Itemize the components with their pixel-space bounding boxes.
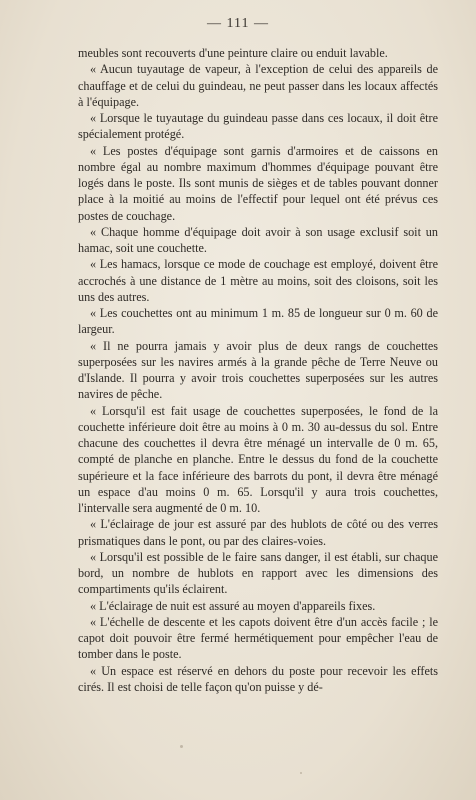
- paragraph-6: « Les hamacs, lorsque ce mode de couchage est employé, doivent être accrochés à une distance de 1 mètre au moins, soit des cloisons, soit les uns des autres.: [78, 257, 438, 304]
- paragraph-2: « Aucun tuyautage de vapeur, à l'exception de celui des appareils de chauffage et de celui du guindeau, ne peut passer dans les locaux affectés à l'équipage.: [78, 62, 438, 109]
- paragraph-8: « Il ne pourra jamais y avoir plus de deux rangs de couchettes superposées sur les navires armés à la grande pêche de Terre Neuve ou d'Islande. Il pourra y avoir trois couchettes superposées sur les autres navires de pêche.: [78, 338, 438, 402]
- paragraph-3: « Lorsque le tuyautage du guindeau passe dans ces locaux, il doit être spécialement protégé.: [78, 111, 438, 142]
- paragraph-9: « Lorsqu'il est fait usage de couchettes superposées, le fond de la couchette inférieure doit être au moins à 0 m. 30 au-dessus du sol. Entre chacune des couchettes il devra être ménagé un intervalle de 0 m. 65, compté de planche en planche. Entre le dessus du fond de la couchette supérieure et la face inférieure des barrots du pont, il devra être ménagé un espace d'au moins 0 m. 65. Lorsqu'il y aura trois couchettes, l'intervalle sera augmenté de 0 m. 10.: [78, 403, 438, 515]
- paragraph-12: « L'éclairage de nuit est assuré au moyen d'appareils fixes.: [90, 598, 376, 613]
- paragraph-5: « Chaque homme d'équipage doit avoir à son usage exclusif soit un hamac, soit une couchette.: [78, 224, 438, 255]
- paragraph-14: « Un espace est réservé en dehors du poste pour recevoir les effets cirés. Il est choisi de telle façon qu'on puisse y dé-: [78, 663, 438, 694]
- paragraph-11: « Lorsqu'il est possible de le faire sans danger, il est établi, sur chaque bord, un nombre de hublots en rapport avec les dimensions des compartiments qu'ils éclairent.: [78, 549, 438, 597]
- paragraph-7: « Les couchettes ont au minimum 1 m. 85 de longueur sur 0 m. 60 de largeur.: [78, 306, 438, 337]
- paper-speck: [300, 772, 302, 774]
- paragraph-4: « Les postes d'équipage sont garnis d'armoires et de caissons en nombre égal au nombre maximum d'hommes d'équipage pouvant être logés dans le poste. Ils sont munis de sièges et de tables pouvant donner place à la moitié au moins de l'effectif pour lequel ont été prévus ces postes de couchage.: [78, 143, 438, 223]
- paper-speck: [180, 745, 183, 748]
- body-text: [78, 45, 438, 695]
- page-number: — 111 —: [207, 16, 269, 31]
- paragraph-13: « L'échelle de descente et les capots doivent être d'un accès facile ; le capot doit pouvoir être fermé hermétiquement pour empêcher l'eau de tomber dans le poste.: [78, 614, 438, 662]
- paragraph-10: « L'éclairage de jour est assuré par des hublots de côté ou des verres prismatiques dans le pont, ou par des claires-voies.: [78, 517, 438, 548]
- paragraph-1: meubles sont recouverts d'une peinture claire ou enduit lavable.: [78, 46, 388, 60]
